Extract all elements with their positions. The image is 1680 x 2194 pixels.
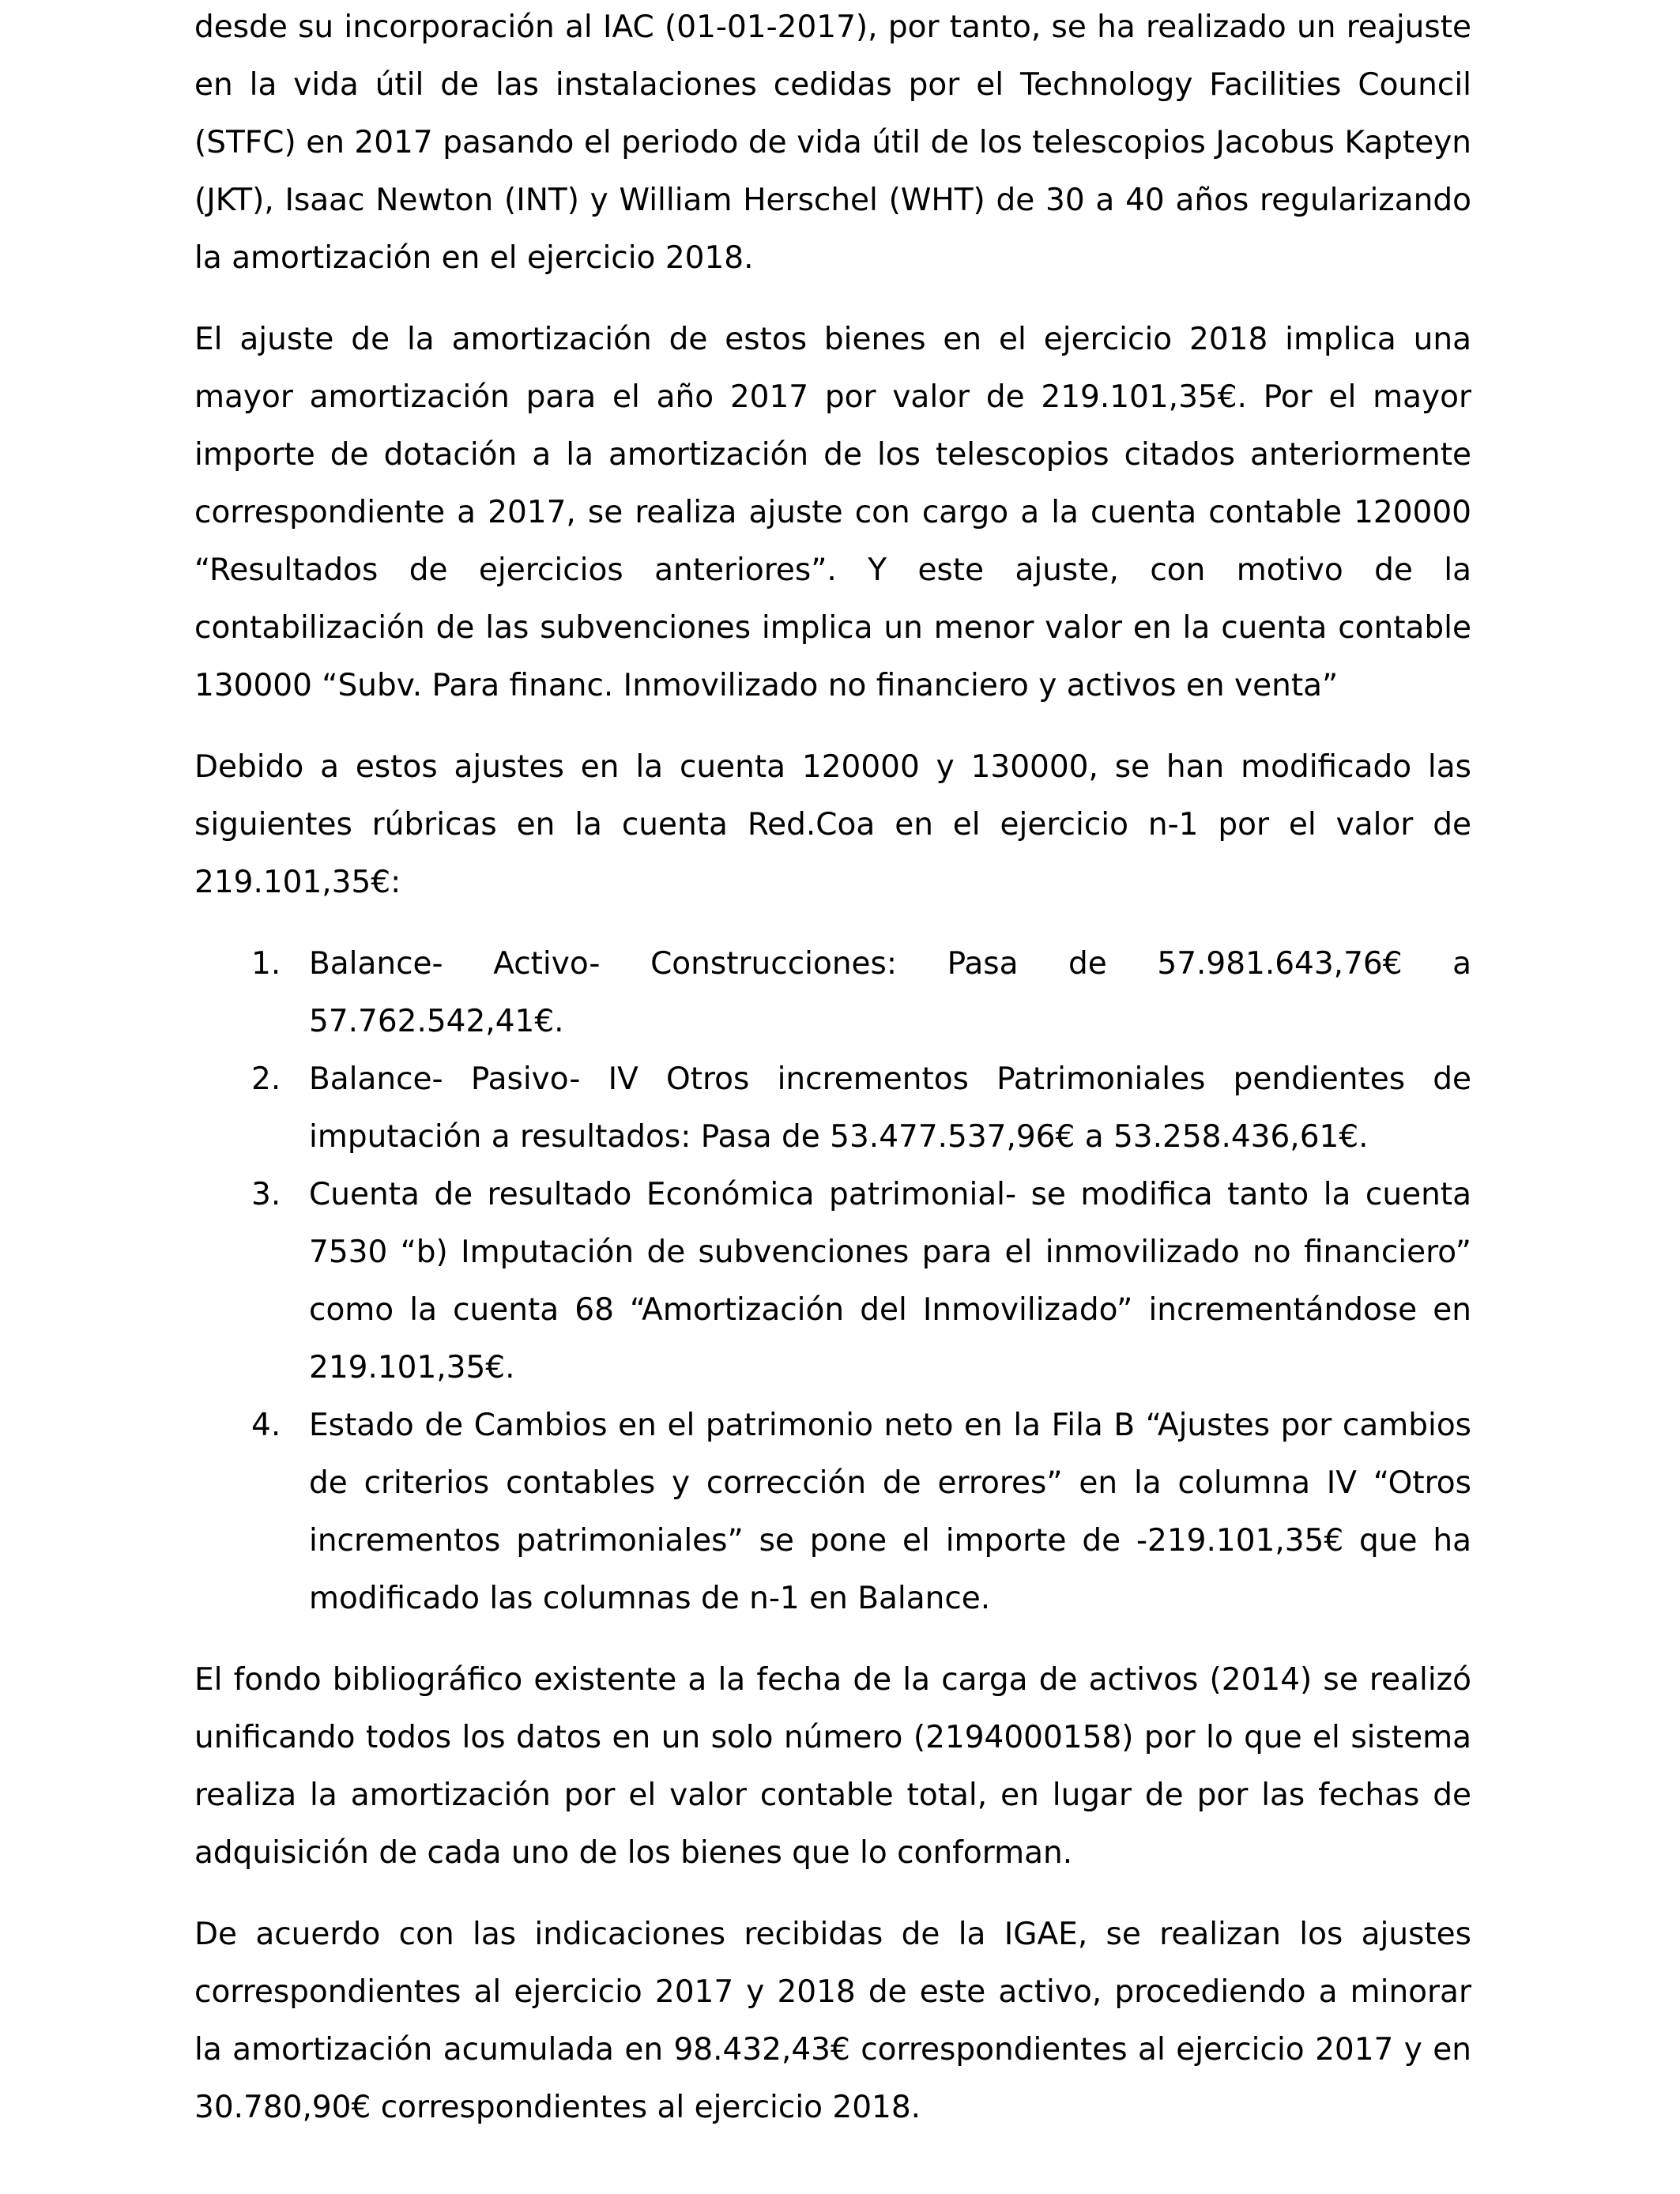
list-item-text: Estado de Cambios en el patrimonio neto en la Fila B “Ajustes por cambios de criterios contables y corrección de errores” en la columna IV “Otros incrementos patrimoniales” se pone el importe de -219.101,35€ que ha modificado las columnas de n-1 en Balance.: [309, 1408, 1471, 1616]
paragraph-modified-headings: Debido a estos ajustes en la cuenta 120000 y 130000, se han modificado las siguientes rúbricas en la cuenta Red.Coa en el ejercicio n-1 por el valor de 219.101,35€:: [194, 749, 1471, 900]
list-item-number: 2.: [251, 1061, 281, 1097]
paragraph-amortization-adjustment: El ajuste de la amortización de estos bienes en el ejercicio 2018 implica una mayor amortización para el año 2017 por valor de 219.101,35€. Por el mayor importe de dotación a la amortización de los telescopios citados anteriormente correspondiente a 2017, se realiza ajuste con cargo a la cuenta contable 120000 “Resultados de ejercicios anteriores”. Y este ajuste, con motivo de la contabilización de las subvenciones implica un menor valor en la cuenta contable 130000 “Subv. Para financ. Inmovilizado no financiero y activos en venta”: [194, 322, 1471, 703]
list-item: [194, 1397, 1471, 1627]
list-item-number: 1.: [251, 946, 281, 982]
modified-headings-list: [194, 935, 1471, 1627]
list-item: [194, 1166, 1471, 1397]
document-body: [194, 0, 1471, 2160]
list-item-number: 4.: [251, 1408, 281, 1443]
list-item-text: Balance- Pasivo- IV Otros incrementos Patrimoniales pendientes de imputación a resultados: Pasa de 53.477.537,96€ a 53.258.436,61€.: [309, 1061, 1471, 1155]
paragraph-bibliographic-fund: El fondo bibliográfico existente a la fecha de la carga de activos (2014) se realizó unificando todos los datos en un solo número (2194000158) por lo que el sistema realiza la amortización por el valor contable total, en lugar de por las fechas de adquisición de cada uno de los bienes que lo conforman.: [194, 1662, 1471, 1871]
paragraph-useful-life-adjustment: desde su incorporación al IAC (01-01-2017), por tanto, se ha realizado un reajuste en la vida útil de las instalaciones cedidas por el Technology Facilities Council (STFC) en 2017 pasando el periodo de vida útil de los telescopios Jacobus Kapteyn (JKT), Isaac Newton (INT) y William Herschel (WHT) de 30 a 40 años regularizando la amortización en el ejercicio 2018.: [194, 9, 1471, 276]
list-item: [194, 935, 1471, 1050]
list-item: [194, 1050, 1471, 1166]
list-item-text: Cuenta de resultado Económica patrimonial- se modifica tanto la cuenta 7530 “b) Imputación de subvenciones para el inmovilizado no financiero” como la cuenta 68 “Amortización del Inmovilizado” incrementándose en 219.101,35€.: [309, 1177, 1471, 1385]
list-item-text: Balance- Activo- Construcciones: Pasa de 57.981.643,76€ a 57.762.542,41€.: [309, 946, 1471, 1039]
paragraph-igae-adjustments: De acuerdo con las indicaciones recibidas de la IGAE, se realizan los ajustes correspondientes al ejercicio 2017 y 2018 de este activo, procediendo a minorar la amortización acumulada en 98.432,43€ correspondientes al ejercicio 2017 y en 30.780,90€ correspondientes al ejercicio 2018.: [194, 1917, 1471, 2125]
list-item-number: 3.: [251, 1177, 281, 1212]
